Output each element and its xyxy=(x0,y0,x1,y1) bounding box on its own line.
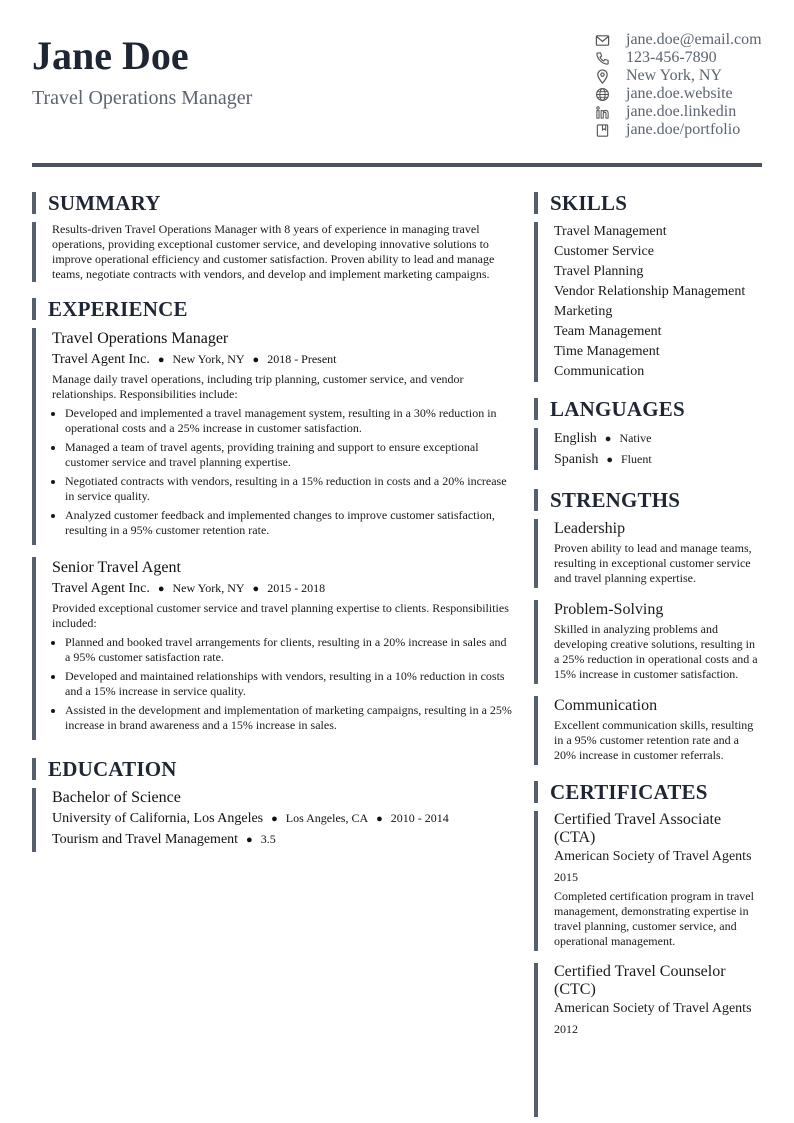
separator-dot: ● xyxy=(246,834,253,846)
contact-phone-text: 123-456-7890 xyxy=(626,49,717,66)
separator-dot: ● xyxy=(376,813,383,825)
section-accent-bar xyxy=(32,192,36,214)
certificates-heading-text: CERTIFICATES xyxy=(550,779,708,804)
education-meta xyxy=(52,808,512,829)
contact-location-text: New York, NY xyxy=(626,67,723,84)
section-accent-bar xyxy=(534,192,538,214)
skill-item: Travel Planning xyxy=(554,264,644,279)
language-level: Fluent xyxy=(621,452,652,466)
certificate-org: American Society of Travel Agents xyxy=(554,1001,752,1016)
education-field-row xyxy=(52,829,512,850)
languages-heading-text: LANGUAGES xyxy=(550,396,685,421)
contact-phone[interactable] xyxy=(594,49,764,67)
skills-list xyxy=(534,222,762,382)
job-bullets xyxy=(52,406,512,538)
certificate-description: Completed certification program in travel management, demonstrating expertise in travel planning, customer service, and operational management. xyxy=(554,889,754,948)
skills-heading xyxy=(534,192,762,214)
language-name: Spanish xyxy=(554,452,599,467)
phone-icon xyxy=(594,50,610,66)
education-heading xyxy=(32,758,512,780)
certificate-title: Certified Travel Counselor (CTC) xyxy=(554,963,726,998)
skill-item: Time Management xyxy=(554,344,660,359)
job-bullet: • Managed a team of travel agents, providing training and support to ensure exceptional customer service and travel planning expertise. xyxy=(65,440,512,470)
certificate-year: 2015 xyxy=(554,870,578,884)
job-dates: 2018 - Present xyxy=(267,352,337,366)
resume-header xyxy=(32,0,762,165)
language-name: English xyxy=(554,431,597,446)
left-column xyxy=(32,192,512,852)
contact-email[interactable] xyxy=(594,31,764,49)
job-location: New York, NY xyxy=(172,352,245,366)
job-bullet: • Planned and booked travel arrangements for clients, resulting in a 20% increase in sales and a 95% customer satisfaction rate. xyxy=(65,635,512,665)
certificate-item xyxy=(534,811,762,951)
section-accent-bar xyxy=(534,398,538,420)
experience-heading xyxy=(32,298,512,320)
strength-item xyxy=(534,519,762,588)
contact-portfolio-text: jane.doe/portfolio xyxy=(626,121,741,138)
separator-dot: ● xyxy=(271,813,278,825)
education-school: University of California, Los Angeles xyxy=(52,811,264,826)
job-bullet: • Negotiated contracts with vendors, resulting in a 15% reduction in costs and a 20% increase in service quality. xyxy=(65,474,512,504)
strength-title: Communication xyxy=(554,697,658,714)
strengths-heading xyxy=(534,489,762,511)
globe-icon xyxy=(594,86,610,102)
job-bullet: • Analyzed customer feedback and implemented changes to improve customer satisfaction, resulting in a 95% customer retention rate. xyxy=(65,508,512,538)
contact-linkedin-text: jane.doe.linkedin xyxy=(626,103,737,120)
education-location: Los Angeles, CA xyxy=(285,811,369,825)
skill-item: Travel Management xyxy=(554,224,667,239)
certificates-heading xyxy=(534,781,762,803)
certificate-title: Certified Travel Associate (CTA) xyxy=(554,811,722,846)
contact-linkedin[interactable] xyxy=(594,103,764,121)
job-entry xyxy=(32,328,512,545)
job-location: New York, NY xyxy=(172,581,245,595)
strengths-heading-text: STRENGTHS xyxy=(550,487,681,512)
right-column xyxy=(534,192,762,1117)
certificate-year: 2012 xyxy=(554,1022,578,1036)
language-level: Native xyxy=(619,431,652,445)
location-icon xyxy=(594,68,610,84)
job-company: Travel Agent Inc. xyxy=(52,581,150,596)
contact-location xyxy=(594,67,764,85)
strength-description: Proven ability to lead and manage teams, resulting in exceptional customer service and travel planning expertise. xyxy=(554,541,752,585)
job-bullets xyxy=(52,635,512,733)
education-entry xyxy=(32,788,512,852)
contact-website-text: jane.doe.website xyxy=(626,85,733,102)
job-dates: 2015 - 2018 xyxy=(267,581,326,595)
separator-dot: ● xyxy=(604,433,612,445)
job-bullet: • Developed and maintained relationships with vendors, resulting in a 10% reduction in costs and a 15% increase in service quality. xyxy=(65,669,512,699)
job-company: Travel Agent Inc. xyxy=(52,352,150,367)
contact-email-text: jane.doe@email.com xyxy=(626,31,762,48)
summary-block xyxy=(32,222,512,282)
candidate-name: Jane Doe xyxy=(32,33,189,78)
job-title: Travel Operations Manager xyxy=(52,330,229,347)
portfolio-icon xyxy=(594,122,610,138)
skill-item: Marketing xyxy=(554,304,613,319)
header-divider xyxy=(32,163,762,167)
job-description: Manage daily travel operations, including trip planning, customer service, and vendor relationships. Responsibilities include: xyxy=(52,372,464,401)
summary-heading xyxy=(32,192,512,214)
strength-description: Skilled in analyzing problems and developing creative solutions, resulting in a 25% reduction in operational costs and a 15% increase in customer satisfaction. xyxy=(554,622,758,681)
linkedin-icon xyxy=(594,104,610,120)
strength-item xyxy=(534,600,762,684)
separator-dot: ● xyxy=(606,454,613,466)
contact-portfolio[interactable] xyxy=(594,121,764,139)
language-item xyxy=(554,428,762,449)
strength-item xyxy=(534,696,762,765)
skill-item: Team Management xyxy=(554,324,662,339)
skill-item: Vendor Relationship Management xyxy=(554,284,746,299)
section-accent-bar xyxy=(534,781,538,803)
strength-title: Problem-Solving xyxy=(554,601,664,618)
section-accent-bar xyxy=(32,298,36,320)
section-accent-bar xyxy=(534,489,538,511)
resume-page xyxy=(32,0,762,1036)
email-icon xyxy=(594,32,610,48)
skill-item: Customer Service xyxy=(554,244,654,259)
separator-dot: ● xyxy=(252,354,260,366)
job-bullet: • Developed and implemented a travel management system, resulting in a 30% reduction in operational costs and a 25% increase in customer satisfaction. xyxy=(65,406,512,436)
skills-heading-text: SKILLS xyxy=(550,190,628,215)
contact-website[interactable] xyxy=(594,85,764,103)
separator-dot: ● xyxy=(252,583,260,595)
skill-item: Communication xyxy=(554,364,645,379)
job-meta xyxy=(52,578,512,599)
job-bullet: • Assisted in the development and implementation of marketing campaigns, resulting in a 25% increase in brand awareness and a 15% increase in sales. xyxy=(65,703,512,733)
job-title: Senior Travel Agent xyxy=(52,559,181,576)
education-dates: 2010 - 2014 xyxy=(390,811,449,825)
section-accent-bar xyxy=(32,758,36,780)
contact-list xyxy=(594,31,764,139)
job-meta xyxy=(52,349,512,370)
strength-description: Excellent communication skills, resulting in a 95% customer retention rate and a 20% increase in customer referrals. xyxy=(554,718,754,762)
language-item xyxy=(554,449,762,470)
strength-title: Leadership xyxy=(554,520,626,537)
education-degree: Bachelor of Science xyxy=(52,789,181,806)
education-gpa: 3.5 xyxy=(260,832,276,846)
certificate-org: American Society of Travel Agents xyxy=(554,849,752,864)
experience-heading-text: EXPERIENCE xyxy=(48,296,188,321)
languages-heading xyxy=(534,398,762,420)
education-field: Tourism and Travel Management xyxy=(52,832,239,847)
job-entry xyxy=(32,557,512,740)
separator-dot: ● xyxy=(157,583,165,595)
certificate-item xyxy=(534,963,762,1117)
separator-dot: ● xyxy=(157,354,165,366)
candidate-role: Travel Operations Manager xyxy=(32,87,253,109)
education-heading-text: EDUCATION xyxy=(48,756,177,781)
languages-list xyxy=(534,428,762,470)
job-description: Provided exceptional customer service and travel planning expertise to clients. Responsibilities included: xyxy=(52,601,509,630)
summary-heading-text: SUMMARY xyxy=(48,190,161,215)
summary-text: Results-driven Travel Operations Manager with 8 years of experience in managing travel operations, providing exceptional customer service, and developing innovative solutions to improve operational efficiency and customer satisfaction. Proven ability to lead and manage teams, negotiate contracts with vendors, and develop and implement marketing campaigns. xyxy=(52,222,495,281)
